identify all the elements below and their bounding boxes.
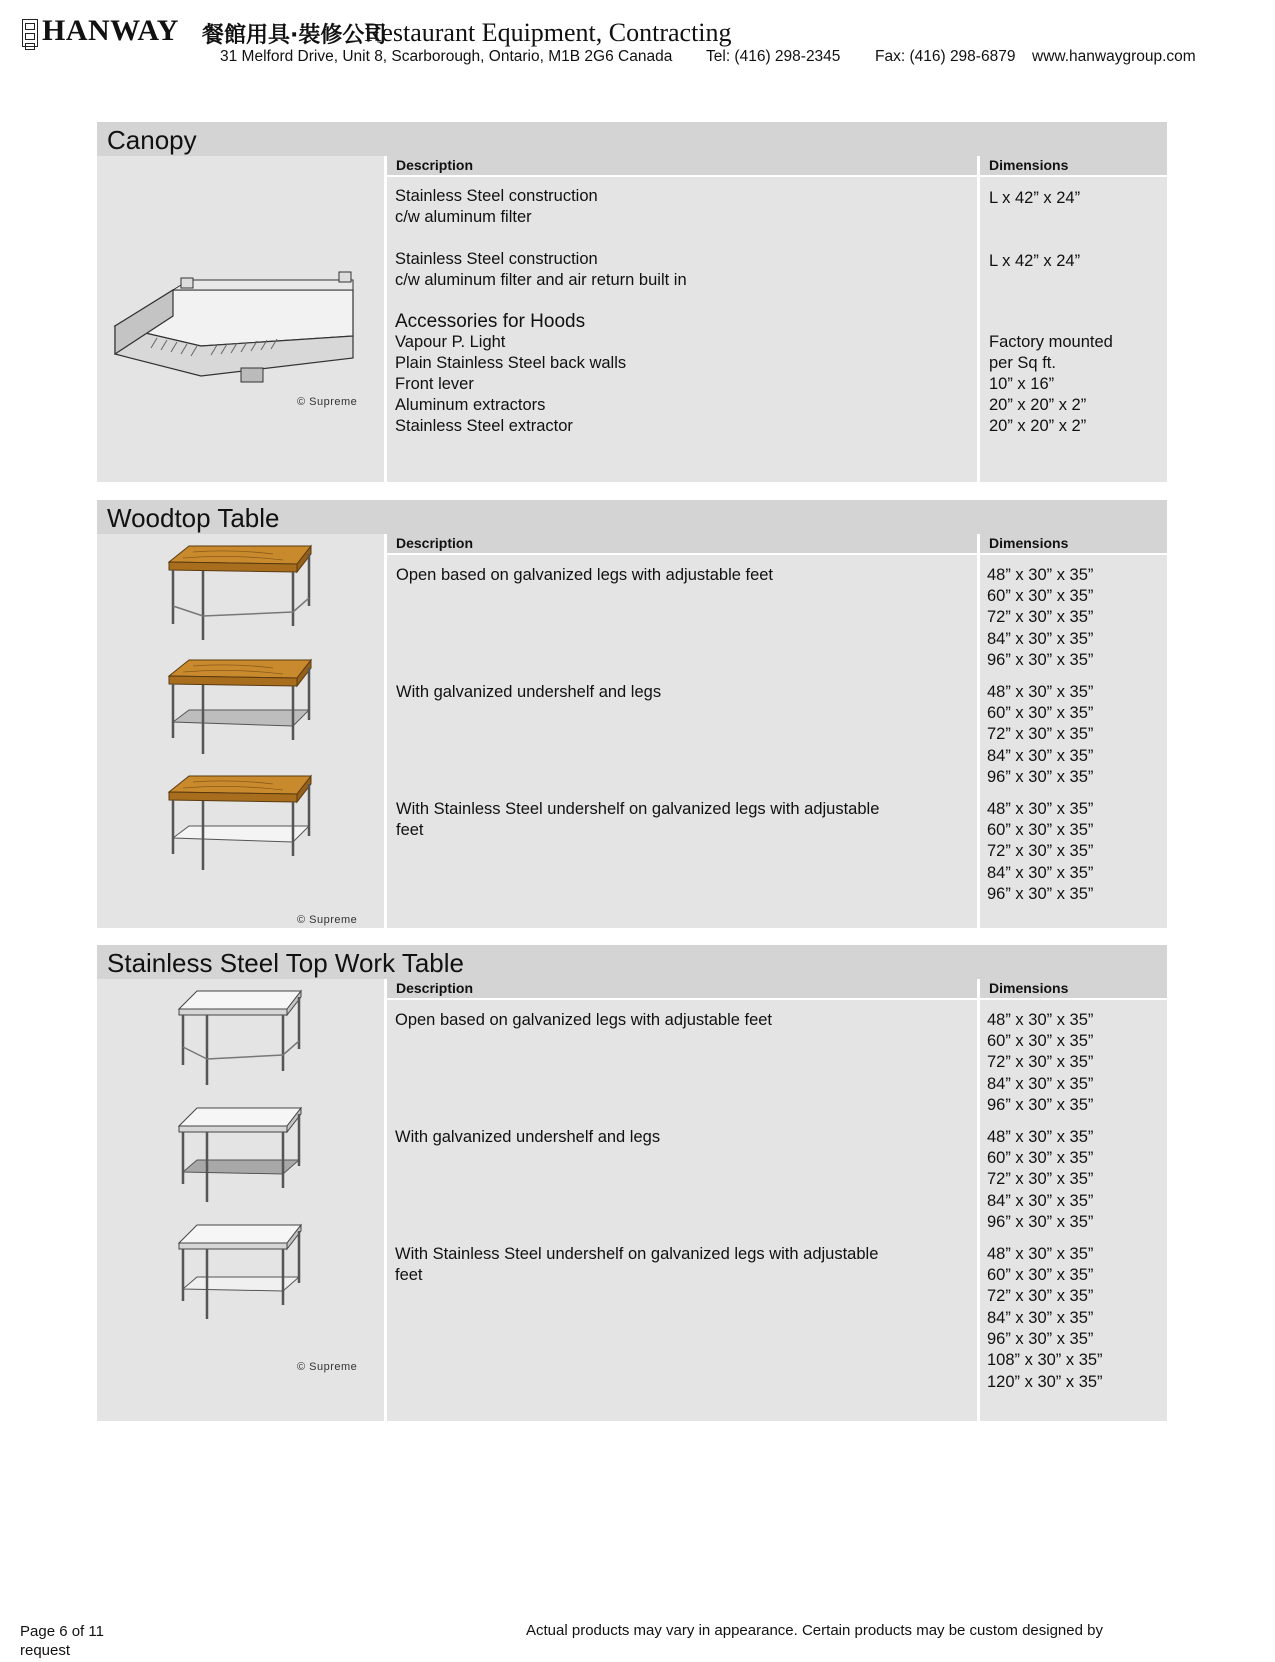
ss-table-galvanized-undershelf-image — [175, 1104, 311, 1209]
item-description-line: c/w aluminum filter — [395, 208, 532, 226]
description-column — [387, 156, 977, 482]
item-description-line: Stainless Steel construction — [395, 250, 598, 268]
product-image-column — [97, 156, 384, 482]
accessory-dimension: per Sq ft. — [989, 354, 1056, 372]
item-dimension: 84” x 30” x 35” — [987, 630, 1094, 648]
accessory-name: Vapour P. Light — [395, 333, 506, 351]
description-column — [387, 979, 977, 1421]
section-title: Woodtop Table — [107, 503, 280, 533]
page-number: Page 6 of 11 request — [20, 1623, 104, 1659]
section-title: Stainless Steel Top Work Table — [107, 948, 464, 978]
item-description-line: With galvanized undershelf and legs — [395, 1128, 661, 1146]
description-column — [387, 534, 977, 928]
item-description-line: With galvanized undershelf and legs — [396, 683, 662, 701]
image-copyright: © Supreme — [297, 1361, 358, 1373]
item-description-line: With Stainless Steel undershelf on galvanized legs with adjustable — [395, 1245, 879, 1263]
ss-table-stainless-undershelf-image — [175, 1221, 311, 1326]
dimensions-header: Dimensions — [980, 534, 1167, 555]
dimensions-header: Dimensions — [980, 979, 1167, 1000]
accessory-name: Stainless Steel extractor — [395, 417, 573, 435]
item-dimension: L x 42” x 24” — [989, 189, 1081, 207]
section-stainless-top-work-table — [97, 945, 1167, 1421]
section-canopy — [97, 122, 1167, 482]
item-description-line: With Stainless Steel undershelf on galvanized legs with adjustable — [396, 800, 880, 818]
item-dimension: 48” x 30” x 35” — [987, 800, 1094, 818]
page-header — [22, 14, 1262, 74]
section-title-bar — [97, 122, 1167, 156]
item-dimension: 60” x 30” x 35” — [987, 1032, 1094, 1050]
item-dimension: 72” x 30” x 35” — [987, 608, 1094, 626]
item-dimension: 96” x 30” x 35” — [987, 1213, 1094, 1231]
footer-disclaimer: Actual products may vary in appearance. Certain products may be custom designed by — [526, 1622, 1103, 1639]
accessory-name: Aluminum extractors — [395, 396, 546, 414]
brand-tagline: Restaurant Equipment, Contracting — [364, 18, 732, 47]
accessory-dimension: 10” x 16” — [989, 375, 1055, 393]
section-title-bar — [97, 945, 1167, 979]
item-description-line: Open based on galvanized legs with adjustable feet — [395, 1011, 773, 1029]
item-dimension: 60” x 30” x 35” — [987, 821, 1094, 839]
item-dimension: 84” x 30” x 35” — [987, 747, 1094, 765]
item-dimension: 84” x 30” x 35” — [987, 1309, 1094, 1327]
item-dimension: 72” x 30” x 35” — [987, 1170, 1094, 1188]
item-dimension: L x 42” x 24” — [989, 252, 1081, 270]
company-phone: Tel: (416) 298-2345 — [706, 48, 841, 65]
image-copyright: © Supreme — [297, 396, 358, 408]
item-dimension: 72” x 30” x 35” — [987, 1053, 1094, 1071]
item-description-line: feet — [395, 1266, 423, 1284]
item-dimension: 72” x 30” x 35” — [987, 842, 1094, 860]
company-address: 31 Melford Drive, Unit 8, Scarborough, Ontario, M1B 2G6 Canada — [220, 48, 673, 65]
accessory-dimension: 20” x 20” x 2” — [989, 396, 1087, 414]
item-dimension: 96” x 30” x 35” — [987, 651, 1094, 669]
item-dimension: 96” x 30” x 35” — [987, 1330, 1094, 1348]
accessory-name: Plain Stainless Steel back walls — [395, 354, 627, 372]
item-dimension: 96” x 30” x 35” — [987, 768, 1094, 786]
item-dimension: 96” x 30” x 35” — [987, 885, 1094, 903]
company-fax: Fax: (416) 298-6879 — [875, 48, 1016, 65]
dimensions-column — [980, 156, 1167, 482]
item-dimension: 72” x 30” x 35” — [987, 1287, 1094, 1305]
item-dimension: 108” x 30” x 35” — [987, 1351, 1103, 1369]
ss-table-open-image — [175, 987, 311, 1092]
item-dimension: 120” x 30” x 35” — [987, 1373, 1103, 1391]
item-dimension: 60” x 30” x 35” — [987, 1149, 1094, 1167]
section-title: Canopy — [107, 125, 197, 155]
item-description-line: c/w aluminum filter and air return built in — [395, 271, 687, 289]
brand-name: HANWAY — [42, 14, 179, 47]
dimensions-column — [980, 979, 1167, 1421]
product-image-column — [97, 534, 384, 928]
section-woodtop-table — [97, 500, 1167, 928]
item-dimension: 48” x 30” x 35” — [987, 683, 1094, 701]
item-description-line: Stainless Steel construction — [395, 187, 598, 205]
accessory-dimension: Factory mounted — [989, 333, 1113, 351]
product-image-column — [97, 979, 384, 1421]
woodtop-table-stainless-undershelf-image — [163, 772, 323, 877]
image-copyright: © Supreme — [297, 914, 358, 926]
item-dimension: 84” x 30” x 35” — [987, 1075, 1094, 1093]
item-dimension: 60” x 30” x 35” — [987, 587, 1094, 605]
hanway-logo-icon — [22, 19, 38, 47]
section-title-bar — [97, 500, 1167, 534]
item-dimension: 72” x 30” x 35” — [987, 725, 1094, 743]
accessories-heading: Accessories for Hoods — [395, 311, 586, 332]
item-dimension: 48” x 30” x 35” — [987, 1011, 1094, 1029]
item-dimension: 84” x 30” x 35” — [987, 864, 1094, 882]
accessory-dimension: 20” x 20” x 2” — [989, 417, 1087, 435]
item-description-line: feet — [396, 821, 424, 839]
item-dimension: 60” x 30” x 35” — [987, 704, 1094, 722]
item-dimension: 96” x 30” x 35” — [987, 1096, 1094, 1114]
item-dimension: 48” x 30” x 35” — [987, 566, 1094, 584]
dimensions-column — [980, 534, 1167, 928]
brand-chinese-name: 餐館用具·裝修公司 — [202, 23, 387, 48]
description-header: Description — [387, 156, 977, 177]
woodtop-table-open-image — [163, 542, 323, 647]
item-dimension: 48” x 30” x 35” — [987, 1245, 1094, 1263]
accessory-name: Front lever — [395, 375, 474, 393]
item-dimension: 60” x 30” x 35” — [987, 1266, 1094, 1284]
description-header: Description — [387, 534, 977, 555]
footer-note-continued: request — [20, 1642, 71, 1659]
dimensions-header: Dimensions — [980, 156, 1167, 177]
item-dimension: 84” x 30” x 35” — [987, 1192, 1094, 1210]
canopy-hood-image — [111, 266, 381, 406]
item-dimension: 48” x 30” x 35” — [987, 1128, 1094, 1146]
item-description-line: Open based on galvanized legs with adjustable feet — [396, 566, 774, 584]
company-website[interactable]: www.hanwaygroup.com — [1032, 48, 1196, 65]
woodtop-table-galvanized-undershelf-image — [163, 656, 323, 761]
description-header: Description — [387, 979, 977, 1000]
